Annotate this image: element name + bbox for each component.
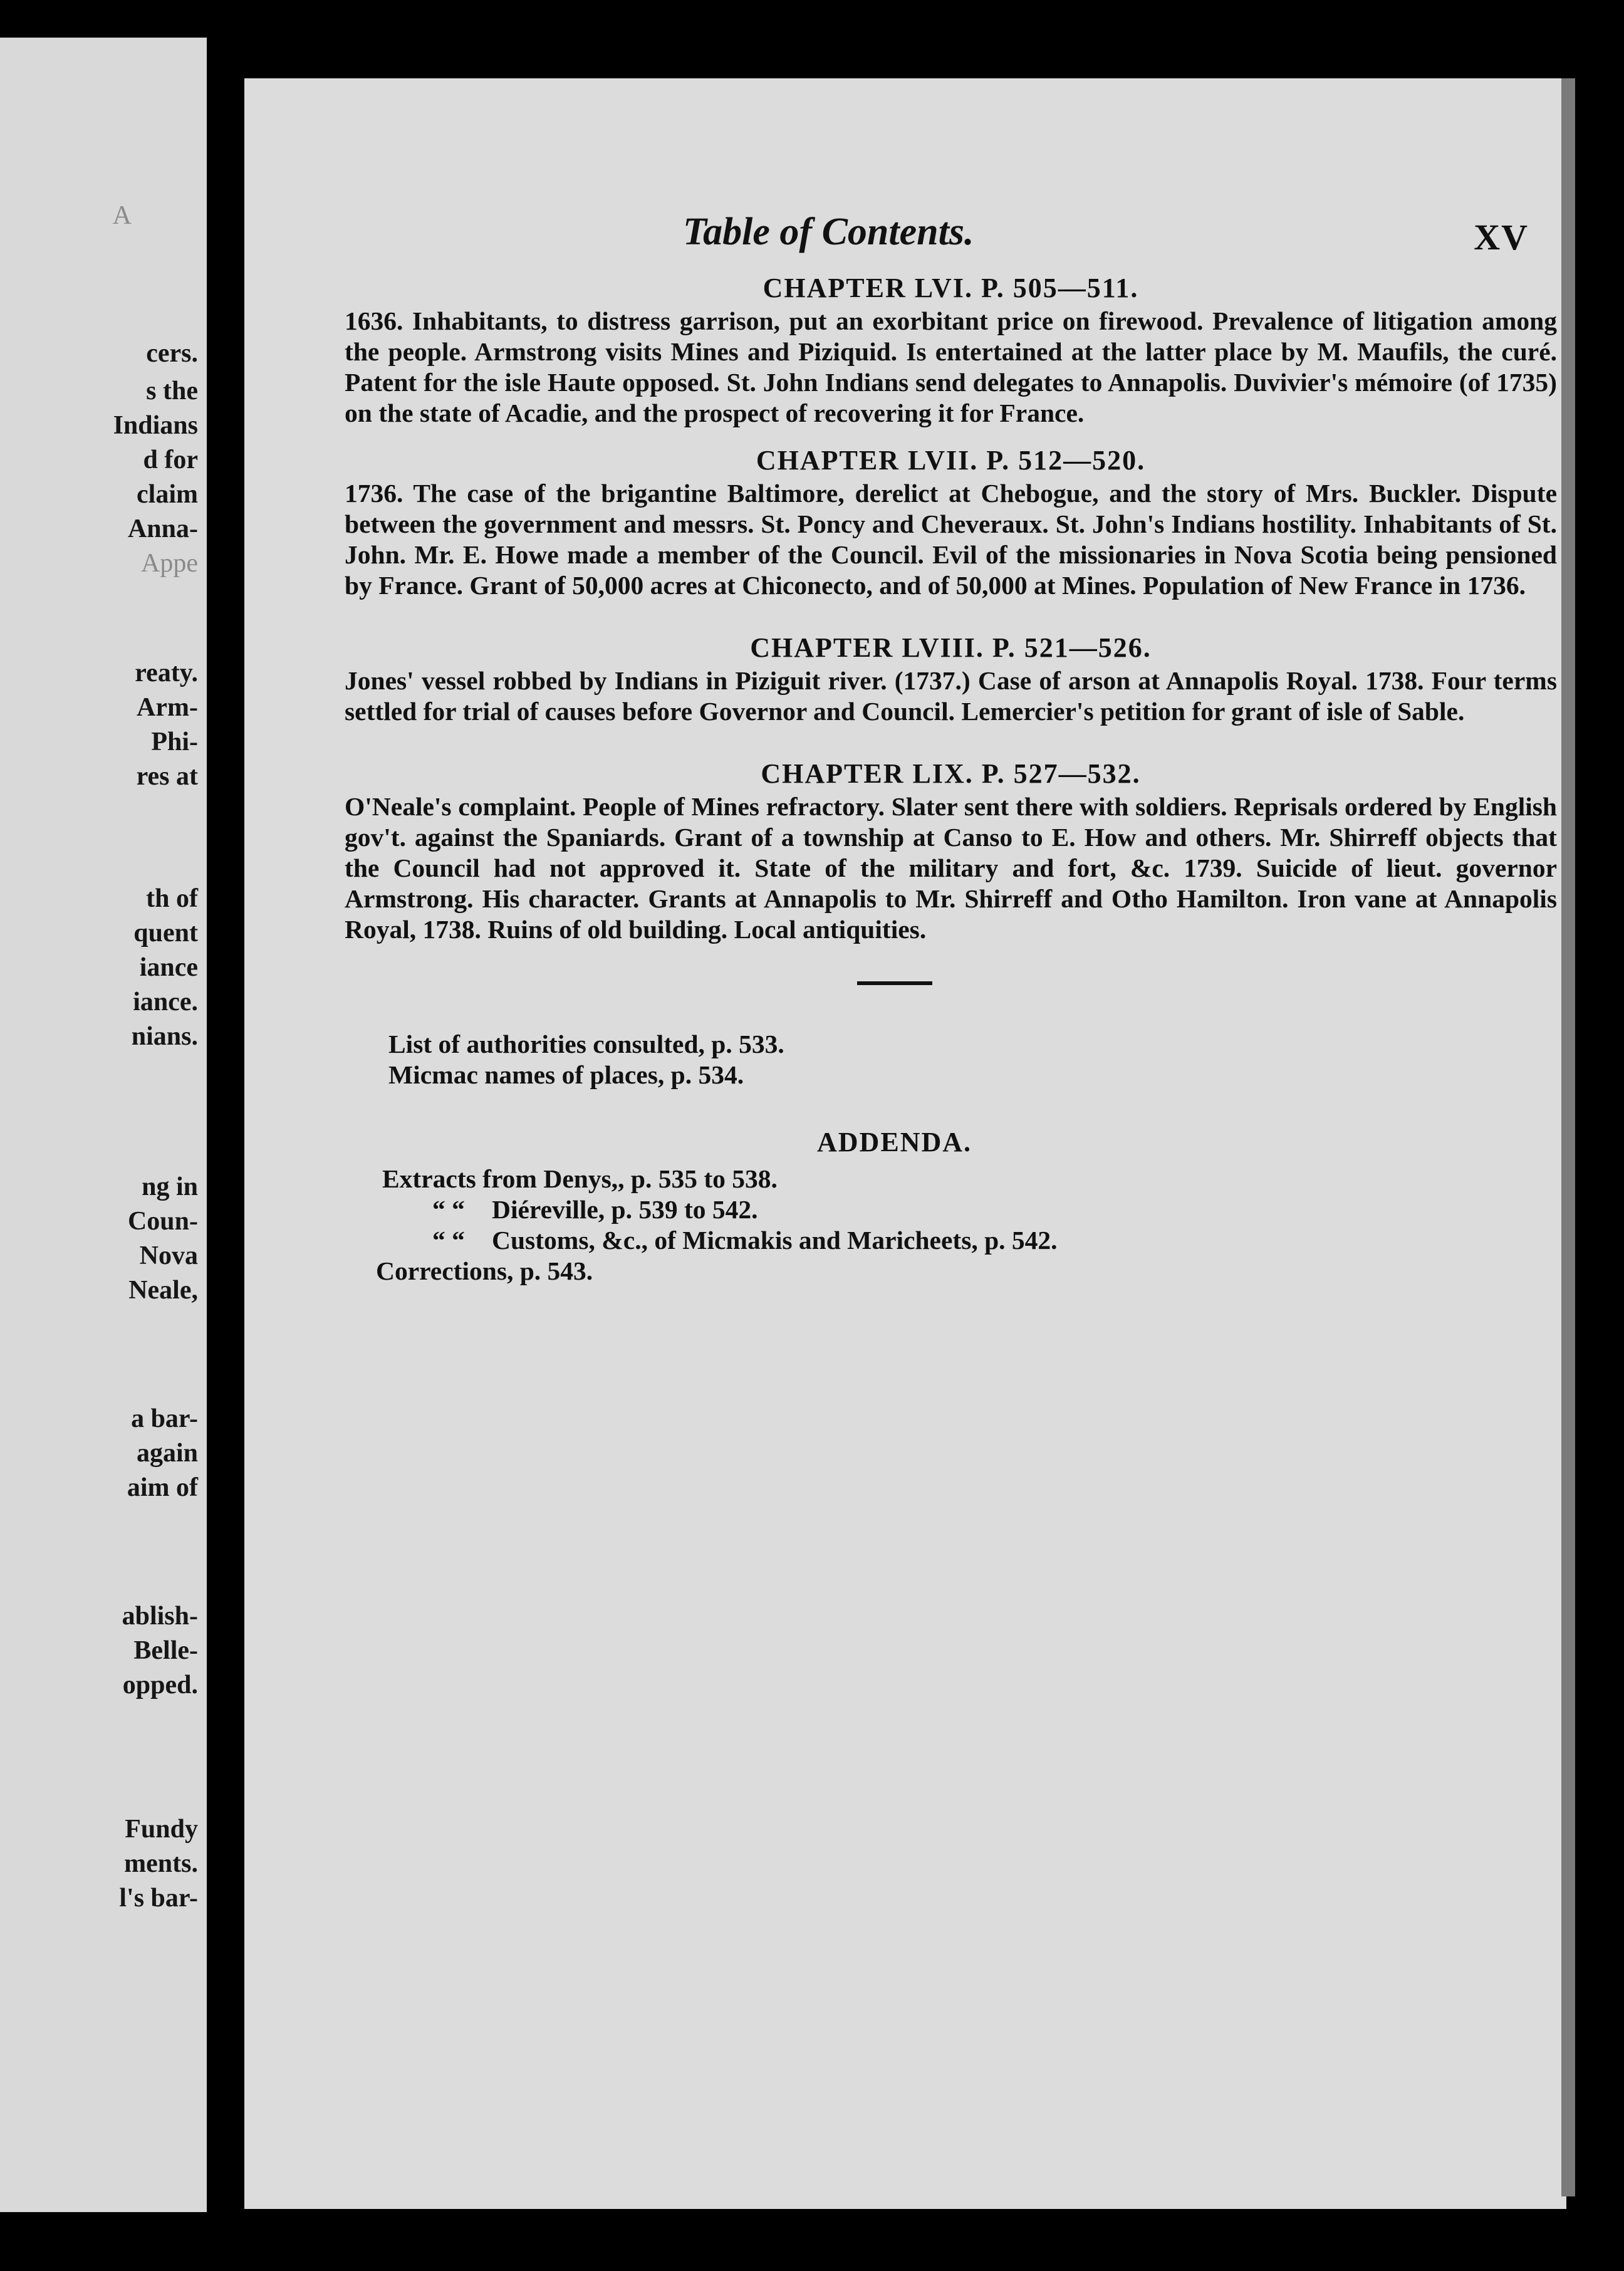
facing-page-text: Appe: [141, 549, 198, 578]
chapter-entry: [345, 632, 1557, 727]
facing-page-text: th of: [146, 884, 198, 913]
facing-page-text: opped.: [122, 1671, 198, 1699]
chapter-heading: CHAPTER LVII. P. 512—520.: [756, 445, 1146, 476]
ditto-marks: “ “: [432, 1226, 465, 1255]
facing-page-text: a bar-: [131, 1404, 198, 1433]
page: [244, 78, 1566, 2209]
facing-page-text: claim: [137, 480, 198, 509]
list-item: List of authorities consulted, p. 533.: [388, 1030, 784, 1058]
appendix-list: [388, 1029, 1557, 1090]
chapter-heading: CHAPTER LVI. P. 505—511.: [763, 273, 1139, 303]
list-item: Micmac names of places, p. 534.: [388, 1060, 744, 1089]
facing-page-text: d for: [143, 446, 198, 474]
chapter-heading: CHAPTER LIX. P. 527—532.: [761, 758, 1141, 789]
facing-page-text: Indians: [113, 411, 198, 440]
facing-page-text: nians.: [131, 1022, 198, 1051]
facing-page-text: s the: [146, 377, 198, 405]
facing-page-text: Arm-: [137, 693, 198, 722]
addenda-item-text: Diéreville, p. 539 to 542.: [492, 1195, 758, 1224]
facing-page-text: res at: [136, 762, 198, 791]
facing-page-text: aim of: [127, 1473, 198, 1502]
addenda-item: Extracts from Denys,, p. 535 to 538.: [382, 1164, 778, 1193]
facing-page-text: Phi-: [151, 728, 198, 756]
book-gutter: [207, 0, 244, 2271]
addenda-item: Corrections, p. 543.: [376, 1256, 593, 1285]
facing-page-text: ablish-: [122, 1602, 198, 1631]
addenda-item-text: Customs, &c., of Micmakis and Maricheets, p. 542.: [492, 1226, 1058, 1255]
addenda-item: [432, 1194, 1557, 1225]
ditto-marks: “ “: [432, 1195, 465, 1224]
section-rule: [857, 981, 932, 985]
facing-page-text: A: [112, 201, 132, 230]
chapter-summary: O'Neale's complaint. People of Mines refractory. Slater sent there with soldiers. Reprisals ordered by English gov't. against the Spaniards. Grant of a township at Canso to E. How and others. Mr. Shirreff objects that the Council had not approved it. State of the military and fort, &c. 1739. Suicide of lieut. governor Armstrong. His character. Grants at Annapolis to Mr. Shirreff and Otho Hamilton. Iron vane at Annapolis Royal, 1738. Ruins of old building. Local antiquities.: [345, 792, 1557, 944]
chapter-heading: CHAPTER LVIII. P. 521—526.: [750, 632, 1152, 663]
facing-page-text: Neale,: [128, 1276, 198, 1305]
chapter-entry: [345, 445, 1557, 601]
chapter-summary: 1636. Inhabitants, to distress garrison, put an exorbitant price on firewood. Prevalence of litigation among the people. Armstrong visits Mines and Piziquid. Is entertained at the latter place by M. Maufils, the curé. Patent for the isle Haute opposed. St. John Indians send delegates to Annapolis. Duvivier's mémoire (of 1735) on the state of Acadie, and the prospect of recovering it for France.: [345, 306, 1557, 427]
facing-page-text: iance.: [133, 988, 198, 1016]
facing-page-text: Belle-: [133, 1636, 198, 1665]
page-edge: [1561, 78, 1575, 2196]
facing-page-text: iance: [139, 953, 198, 982]
facing-page-fragment: [0, 38, 207, 2212]
chapter-entry: [345, 273, 1557, 429]
facing-page-text: Fundy: [125, 1815, 198, 1844]
chapter-summary: 1736. The case of the brigantine Baltimore, derelict at Chebogue, and the story of Mrs. Buckler. Dispute between the government and messrs. St. Poncy and Cheveraux. St. John's Indians hostility. Inhabitants of St. John. Mr. E. Howe made a member of the Council. Evil of the missionaries in Nova Scotia being pensioned by France. Grant of 50,000 acres at Chiconecto, and of 50,000 at Mines. Population of New France in 1736.: [345, 479, 1557, 600]
chapter-summary: Jones' vessel robbed by Indians in Piziguit river. (1737.) Case of arson at Annapolis Royal. 1738. Four terms settled for trial of causes before Governor and Council. Lemercier's petition for grant of isle of Sable.: [345, 666, 1557, 726]
facing-page-text: cers.: [146, 339, 198, 368]
facing-page-text: quent: [133, 919, 198, 948]
facing-page-text: reaty.: [135, 659, 198, 687]
facing-page-text: again: [136, 1439, 198, 1468]
facing-page-text: ng in: [142, 1172, 198, 1201]
facing-page-text: Coun-: [127, 1207, 198, 1236]
facing-page-text: Anna-: [127, 514, 198, 543]
facing-page-text: Nova: [139, 1241, 198, 1270]
addenda-heading: ADDENDA.: [817, 1127, 972, 1157]
chapter-entry: [345, 758, 1557, 945]
contents-body: [345, 273, 1557, 1287]
page-number: XV: [1474, 217, 1529, 258]
facing-page-text: l's bar-: [119, 1884, 198, 1913]
running-title: Table of Contents.: [683, 211, 974, 253]
facing-page-text: ments.: [124, 1849, 198, 1878]
addenda-item: [432, 1225, 1557, 1256]
running-head: [244, 210, 1566, 260]
